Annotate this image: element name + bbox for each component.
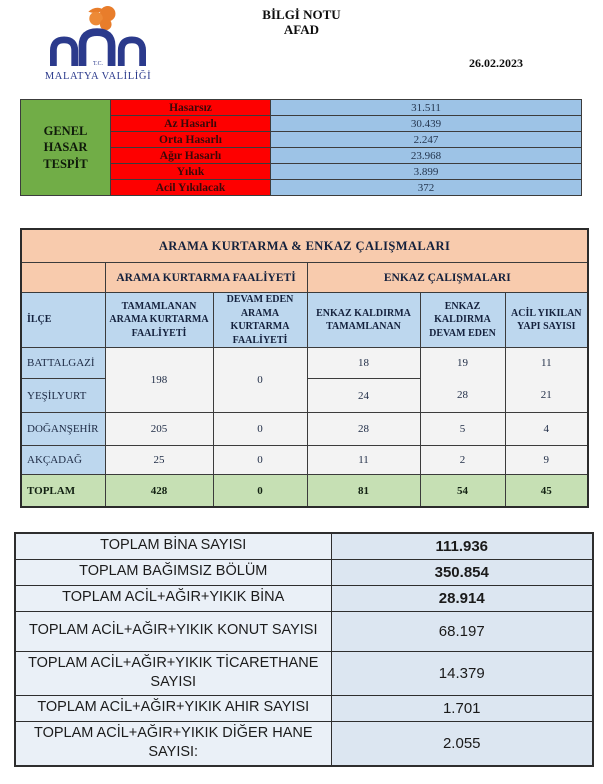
damage-label: Az Hasarlı (111, 116, 271, 132)
district-name: AKÇADAĞ (21, 446, 105, 475)
total-debris-ongoing: 54 (420, 475, 505, 508)
table-row-akcadag (21, 446, 588, 475)
sar-ongoing-merged-value: 0 (213, 348, 307, 413)
damage-value: 372 (271, 180, 582, 196)
district-name: DOĞANŞEHİR (21, 413, 105, 446)
damage-value: 30.439 (271, 116, 582, 132)
district-name: YEŞİLYURT (21, 379, 105, 413)
col-header-debris-completed: ENKAZ KALDIRMA TAMAMLANAN (307, 293, 420, 348)
debris-ongoing-value: 19 (420, 348, 505, 379)
table-row-battalgazi (21, 348, 588, 379)
table-row (15, 651, 593, 695)
sar-completed-value: 25 (105, 446, 213, 475)
damage-value: 23.968 (271, 148, 582, 164)
general-damage-table (20, 99, 582, 196)
damage-label: Acil Yıkılacak (111, 180, 271, 196)
summary-label: TOPLAM BİNA SAYISI (15, 533, 331, 559)
table-row-dogansehir (21, 413, 588, 446)
summary-label: TOPLAM ACİL+AĞIR+YIKIK AHIR SAYISI (15, 695, 331, 721)
debris-completed-value: 11 (307, 446, 420, 475)
debris-completed-value: 24 (307, 379, 420, 413)
summary-label: TOPLAM ACİL+AĞIR+YIKIK TİCARETHANE SAYISI (15, 651, 331, 695)
debris-ongoing-value: 5 (420, 413, 505, 446)
title-line-1: BİLGİ NOTU (262, 7, 341, 22)
table-row-total (21, 475, 588, 508)
total-debris-completed: 81 (307, 475, 420, 508)
damage-label: Orta Hasarlı (111, 132, 271, 148)
debris-ongoing-value: 2 (420, 446, 505, 475)
sar-ongoing-value: 0 (213, 413, 307, 446)
damage-value: 2.247 (271, 132, 582, 148)
summary-value: 2.055 (331, 721, 593, 766)
search-rescue-debris-table (20, 228, 589, 508)
district-name: BATTALGAZİ (21, 348, 105, 379)
urgent-demolished-value: 21 (505, 379, 588, 413)
col-header-sar-completed: TAMAMLANAN ARAMA KURTARMA FAALİYETİ (105, 293, 213, 348)
table-row (15, 721, 593, 766)
document-title (0, 8, 603, 38)
building-totals-table (14, 532, 594, 767)
table-row (21, 229, 588, 263)
logo-tc-text: T.C. (93, 61, 103, 68)
urgent-demolished-value: 9 (505, 446, 588, 475)
summary-value: 111.936 (331, 533, 593, 559)
damage-label: Ağır Hasarlı (111, 148, 271, 164)
summary-label: TOPLAM ACİL+AĞIR+YIKIK DİĞER HANE SAYISI: (15, 721, 331, 766)
col-header-district: İLÇE (21, 293, 105, 348)
sar-completed-merged-value: 198 (105, 348, 213, 413)
report-date: 26.02.2023 (469, 56, 523, 70)
sar-ongoing-value: 0 (213, 446, 307, 475)
table-row (15, 559, 593, 585)
group-debris-header: ENKAZ ÇALIŞMALARI (307, 263, 588, 293)
urgent-demolished-value: 4 (505, 413, 588, 446)
group-sar-header: ARAMA KURTARMA FAALİYETİ (105, 263, 307, 293)
urgent-demolished-value: 11 (505, 348, 588, 379)
summary-value: 350.854 (331, 559, 593, 585)
sar-table-title: ARAMA KURTARMA & ENKAZ ÇALIŞMALARI (21, 229, 588, 263)
group-empty-cell (21, 263, 105, 293)
table-row (15, 611, 593, 651)
table-row (21, 263, 588, 293)
debris-ongoing-value: 28 (420, 379, 505, 413)
damage-label: Yıkık (111, 164, 271, 180)
table-row (21, 100, 582, 116)
sar-completed-value: 205 (105, 413, 213, 446)
summary-label: TOPLAM BAĞIMSIZ BÖLÜM (15, 559, 331, 585)
summary-value: 14.379 (331, 651, 593, 695)
table-row (15, 533, 593, 559)
table-header-row (21, 293, 588, 348)
summary-value: 28.914 (331, 585, 593, 611)
damage-value: 3.899 (271, 164, 582, 180)
debris-completed-value: 18 (307, 348, 420, 379)
total-sar-ongoing: 0 (213, 475, 307, 508)
damage-label: Hasarsız (111, 100, 271, 116)
summary-value: 68.197 (331, 611, 593, 651)
damage-value: 31.511 (271, 100, 582, 116)
table-row (15, 695, 593, 721)
total-urgent-demolished: 45 (505, 475, 588, 508)
summary-label: TOPLAM ACİL+AĞIR+YIKIK BİNA (15, 585, 331, 611)
table-row (15, 585, 593, 611)
total-label: TOPLAM (21, 475, 105, 508)
summary-label: TOPLAM ACİL+AĞIR+YIKIK KONUT SAYISI (15, 611, 331, 651)
col-header-urgent-demolished: ACİL YIKILAN YAPI SAYISI (505, 293, 588, 348)
title-line-2: AFAD (283, 21, 320, 37)
damage-table-header-cell: GENEL HASAR TESPİT (21, 100, 111, 196)
summary-value: 1.701 (331, 695, 593, 721)
col-header-debris-ongoing: ENKAZ KALDIRMA DEVAM EDEN (420, 293, 505, 348)
total-sar-completed: 428 (105, 475, 213, 508)
col-header-sar-ongoing: DEVAM EDEN ARAMA KURTARMA FAALİYETİ (213, 293, 307, 348)
debris-completed-value: 28 (307, 413, 420, 446)
logo-name-text: MALATYA VALİLİĞİ (44, 71, 152, 82)
